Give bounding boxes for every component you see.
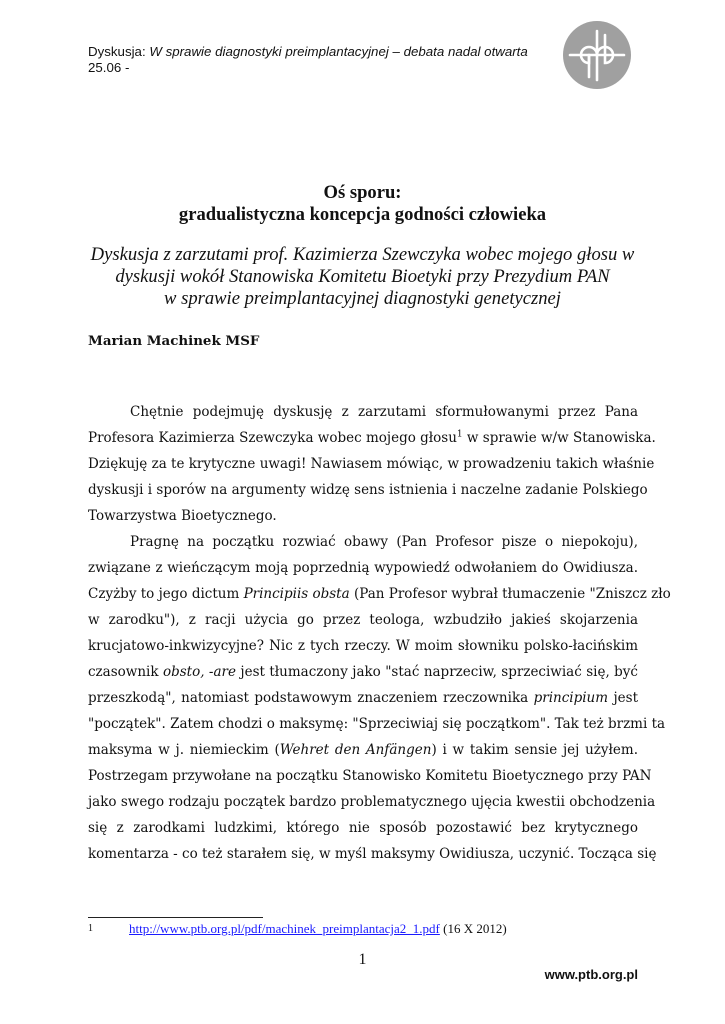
- german-term: Wehret den Anfängen: [279, 742, 432, 758]
- footnote: [129, 921, 507, 937]
- footnote-number: 1: [88, 923, 93, 934]
- header-title: [88, 44, 548, 60]
- body-line: [88, 425, 656, 451]
- body-line: [88, 685, 638, 711]
- body-text: w sprawie w/w Stanowiska.: [462, 430, 656, 446]
- header-date: 25.06 -: [88, 59, 130, 75]
- body-line: Postrzegam przywołane na początku Stanowisko Komitetu Bioetycznego przy PAN: [88, 768, 652, 784]
- body-line: "początek". Zatem chodzi o maksymę: "Sprzeciwiaj się początkom". Tak też brzmi ta: [88, 716, 666, 732]
- body-line: [88, 737, 638, 763]
- author-name: Marian Machinek MSF: [88, 333, 260, 349]
- footnote-divider: [88, 917, 263, 918]
- subtitle-line-1: Dyskusja z zarzutami prof. Kazimierza Szewczyka wobec mojego głosu w: [90, 244, 635, 265]
- body-line: [88, 659, 638, 685]
- body-text: jest: [608, 690, 638, 706]
- body-text: (Pan Profesor wybrał tłumaczenie "Zniszcz zło: [349, 586, 671, 602]
- latin-term: Principiis obsta: [243, 586, 350, 602]
- footnote-note: (16 X 2012): [439, 921, 507, 936]
- body-line: komentarza - co też starałem się, w myśl maksymy Owidiusza, uczynić. Tocząca się: [88, 846, 657, 862]
- body-line: związane z wieńczącym moją poprzednią wypowiedź odwołaniem do Owidiusza.: [88, 560, 638, 576]
- body-line: krucjatowo-inkwizycyjne? Nic z tych rzeczy. W moim słowniku polsko-łacińskim: [88, 638, 638, 654]
- body-line: się z zarodkami ludzkimi, którego nie sposób pozostawić bez krytycznego: [88, 820, 638, 836]
- body-text: jest tłumaczony jako "stać naprzeciw, sprzeciwiać się, być: [235, 664, 638, 680]
- body-line: w zarodku"), z racji użycia go przez teologa, wzbudziło jakieś skojarzenia: [88, 612, 638, 628]
- body-text: przeszkodą", natomiast podstawowym znaczeniem rzeczownika: [88, 690, 534, 706]
- latin-term: principium: [533, 690, 609, 706]
- body-text: ) i w takim sensie jej użyłem.: [431, 742, 639, 758]
- body-line: Chętnie podejmuję dyskusję z zarzutami sformułowanymi przez Pana: [130, 404, 638, 420]
- footnote-ref: 1: [456, 429, 463, 440]
- body-line: [88, 581, 671, 607]
- footnote-link[interactable]: http://www.ptb.org.pl/pdf/machinek_preimplantacja2_1.pdf: [129, 921, 440, 936]
- header-title-italic: W sprawie diagnostyki preimplantacyjnej – debata nadal otwarta: [149, 44, 528, 59]
- body-line: Dziękuję za te krytyczne uwagi! Nawiasem mówiąc, w prowadzeniu takich właśnie: [88, 456, 655, 472]
- body-text: Profesora Kazimierza Szewczyka wobec mojego głosu: [88, 430, 457, 446]
- site-url: www.ptb.org.pl: [544, 967, 638, 982]
- page-number: 1: [358, 951, 367, 968]
- page-header: [88, 44, 548, 75]
- body-text: Czyżby to jego dictum: [88, 586, 244, 602]
- header-prefix: Dyskusja:: [88, 44, 150, 59]
- body-text: maksyma w j. niemieckim (: [88, 742, 280, 758]
- subtitle-line-3: w sprawie preimplantacyjnej diagnostyki genetycznej: [164, 288, 561, 309]
- body-line: jako swego rodzaju początek bardzo problematycznego ujęcia kwestii obchodzenia: [88, 794, 656, 810]
- ptb-logo-icon: [562, 20, 632, 90]
- latin-term: obsto, -are: [162, 664, 236, 680]
- title-line-1: Oś sporu:: [323, 182, 402, 203]
- body-line: Towarzystwa Bioetycznego.: [88, 508, 277, 524]
- body-line: Pragnę na początku rozwiać obawy (Pan Profesor pisze o niepokoju),: [130, 534, 638, 550]
- body-text: czasownik: [88, 664, 163, 680]
- title-line-2: gradualistyczna koncepcja godności człowieka: [178, 204, 547, 225]
- body-line: dyskusji i sporów na argumenty widzę sens istnienia i naczelne zadanie Polskiego: [88, 482, 648, 498]
- subtitle-line-2: dyskusji wokół Stanowiska Komitetu Bioetyki przy Prezydium PAN: [115, 266, 610, 287]
